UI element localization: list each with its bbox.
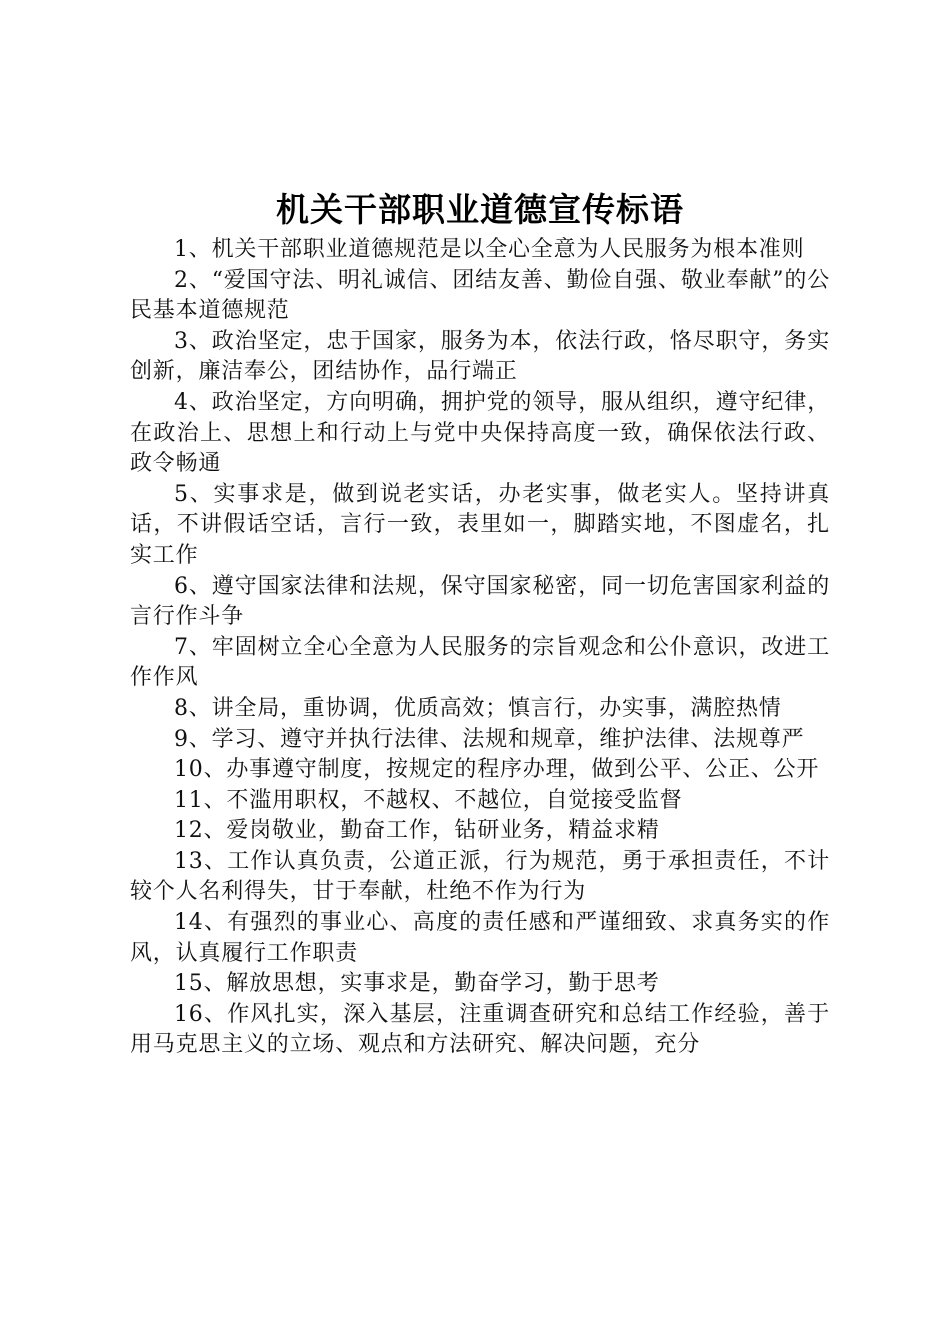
slogan-item-10: 10、办事遵守制度，按规定的程序办理，做到公平、公正、公开 <box>174 757 820 783</box>
slogan-item-16: 16、作风扎实，深入基层，注重调查研究和总结工作经验，善于用马克思主义的立场、观点和方法研究、解决问题，充分 <box>130 1001 830 1058</box>
document-page <box>130 186 830 1061</box>
slogan-item-8: 8、讲全局，重协调，优质高效；慎言行，办实事，满腔热情 <box>174 695 782 721</box>
slogan-item-13: 13、工作认真负责，公道正派，行为规范，勇于承担责任，不计较个人名利得失，甘于奉献，杜绝不作为行为 <box>130 848 830 905</box>
slogan-item-14: 14、有强烈的事业心、高度的责任感和严谨细致、求真务实的作风，认真履行工作职责 <box>130 910 830 966</box>
slogan-item-15: 15、解放思想，实事求是，勤奋学习，勤于思考 <box>174 971 660 997</box>
slogan-item-3: 3、政治坚定，忠于国家，服务为本，依法行政，恪尽职守，务实创新，廉洁奉公，团结协作，品行端正 <box>130 328 830 385</box>
slogan-list <box>130 235 830 1061</box>
slogan-item-1: 1、机关干部职业道德规范是以全心全意为人民服务为根本准则 <box>174 237 805 262</box>
document-title: 机关干部职业道德宣传标语 <box>276 190 684 229</box>
slogan-item-11: 11、不滥用职权，不越权、不越位，自觉接受监督 <box>174 787 683 813</box>
slogan-item-9: 9、学习、遵守并执行法律、法规和规章，维护法律、法规尊严 <box>174 726 805 752</box>
slogan-item-5: 5、实事求是，做到说老实话，办老实事，做老实人。坚持讲真话，不讲假话空话，言行一致，表里如一，脚踏实地，不图虚名，扎实工作 <box>130 481 830 568</box>
slogan-item-12: 12、爱岗敬业，勤奋工作，钻研业务，精益求精 <box>174 818 660 844</box>
slogan-item-6: 6、遵守国家法律和法规，保守国家秘密，同一切危害国家利益的言行作斗争 <box>130 573 830 630</box>
slogan-item-4: 4、政治坚定，方向明确，拥护党的领导，服从组织，遵守纪律，在政治上、思想上和行动上与党中央保持高度一致，确保依法行政、政令畅通 <box>130 389 830 477</box>
slogan-item-2: 2、“爱国守法、明礼诚信、团结友善、勤俭自强、敬业奉献”的公民基本道德规范 <box>130 267 830 324</box>
slogan-item-7: 7、牢固树立全心全意为人民服务的宗旨观念和公仆意识，改进工作作风 <box>130 634 830 691</box>
